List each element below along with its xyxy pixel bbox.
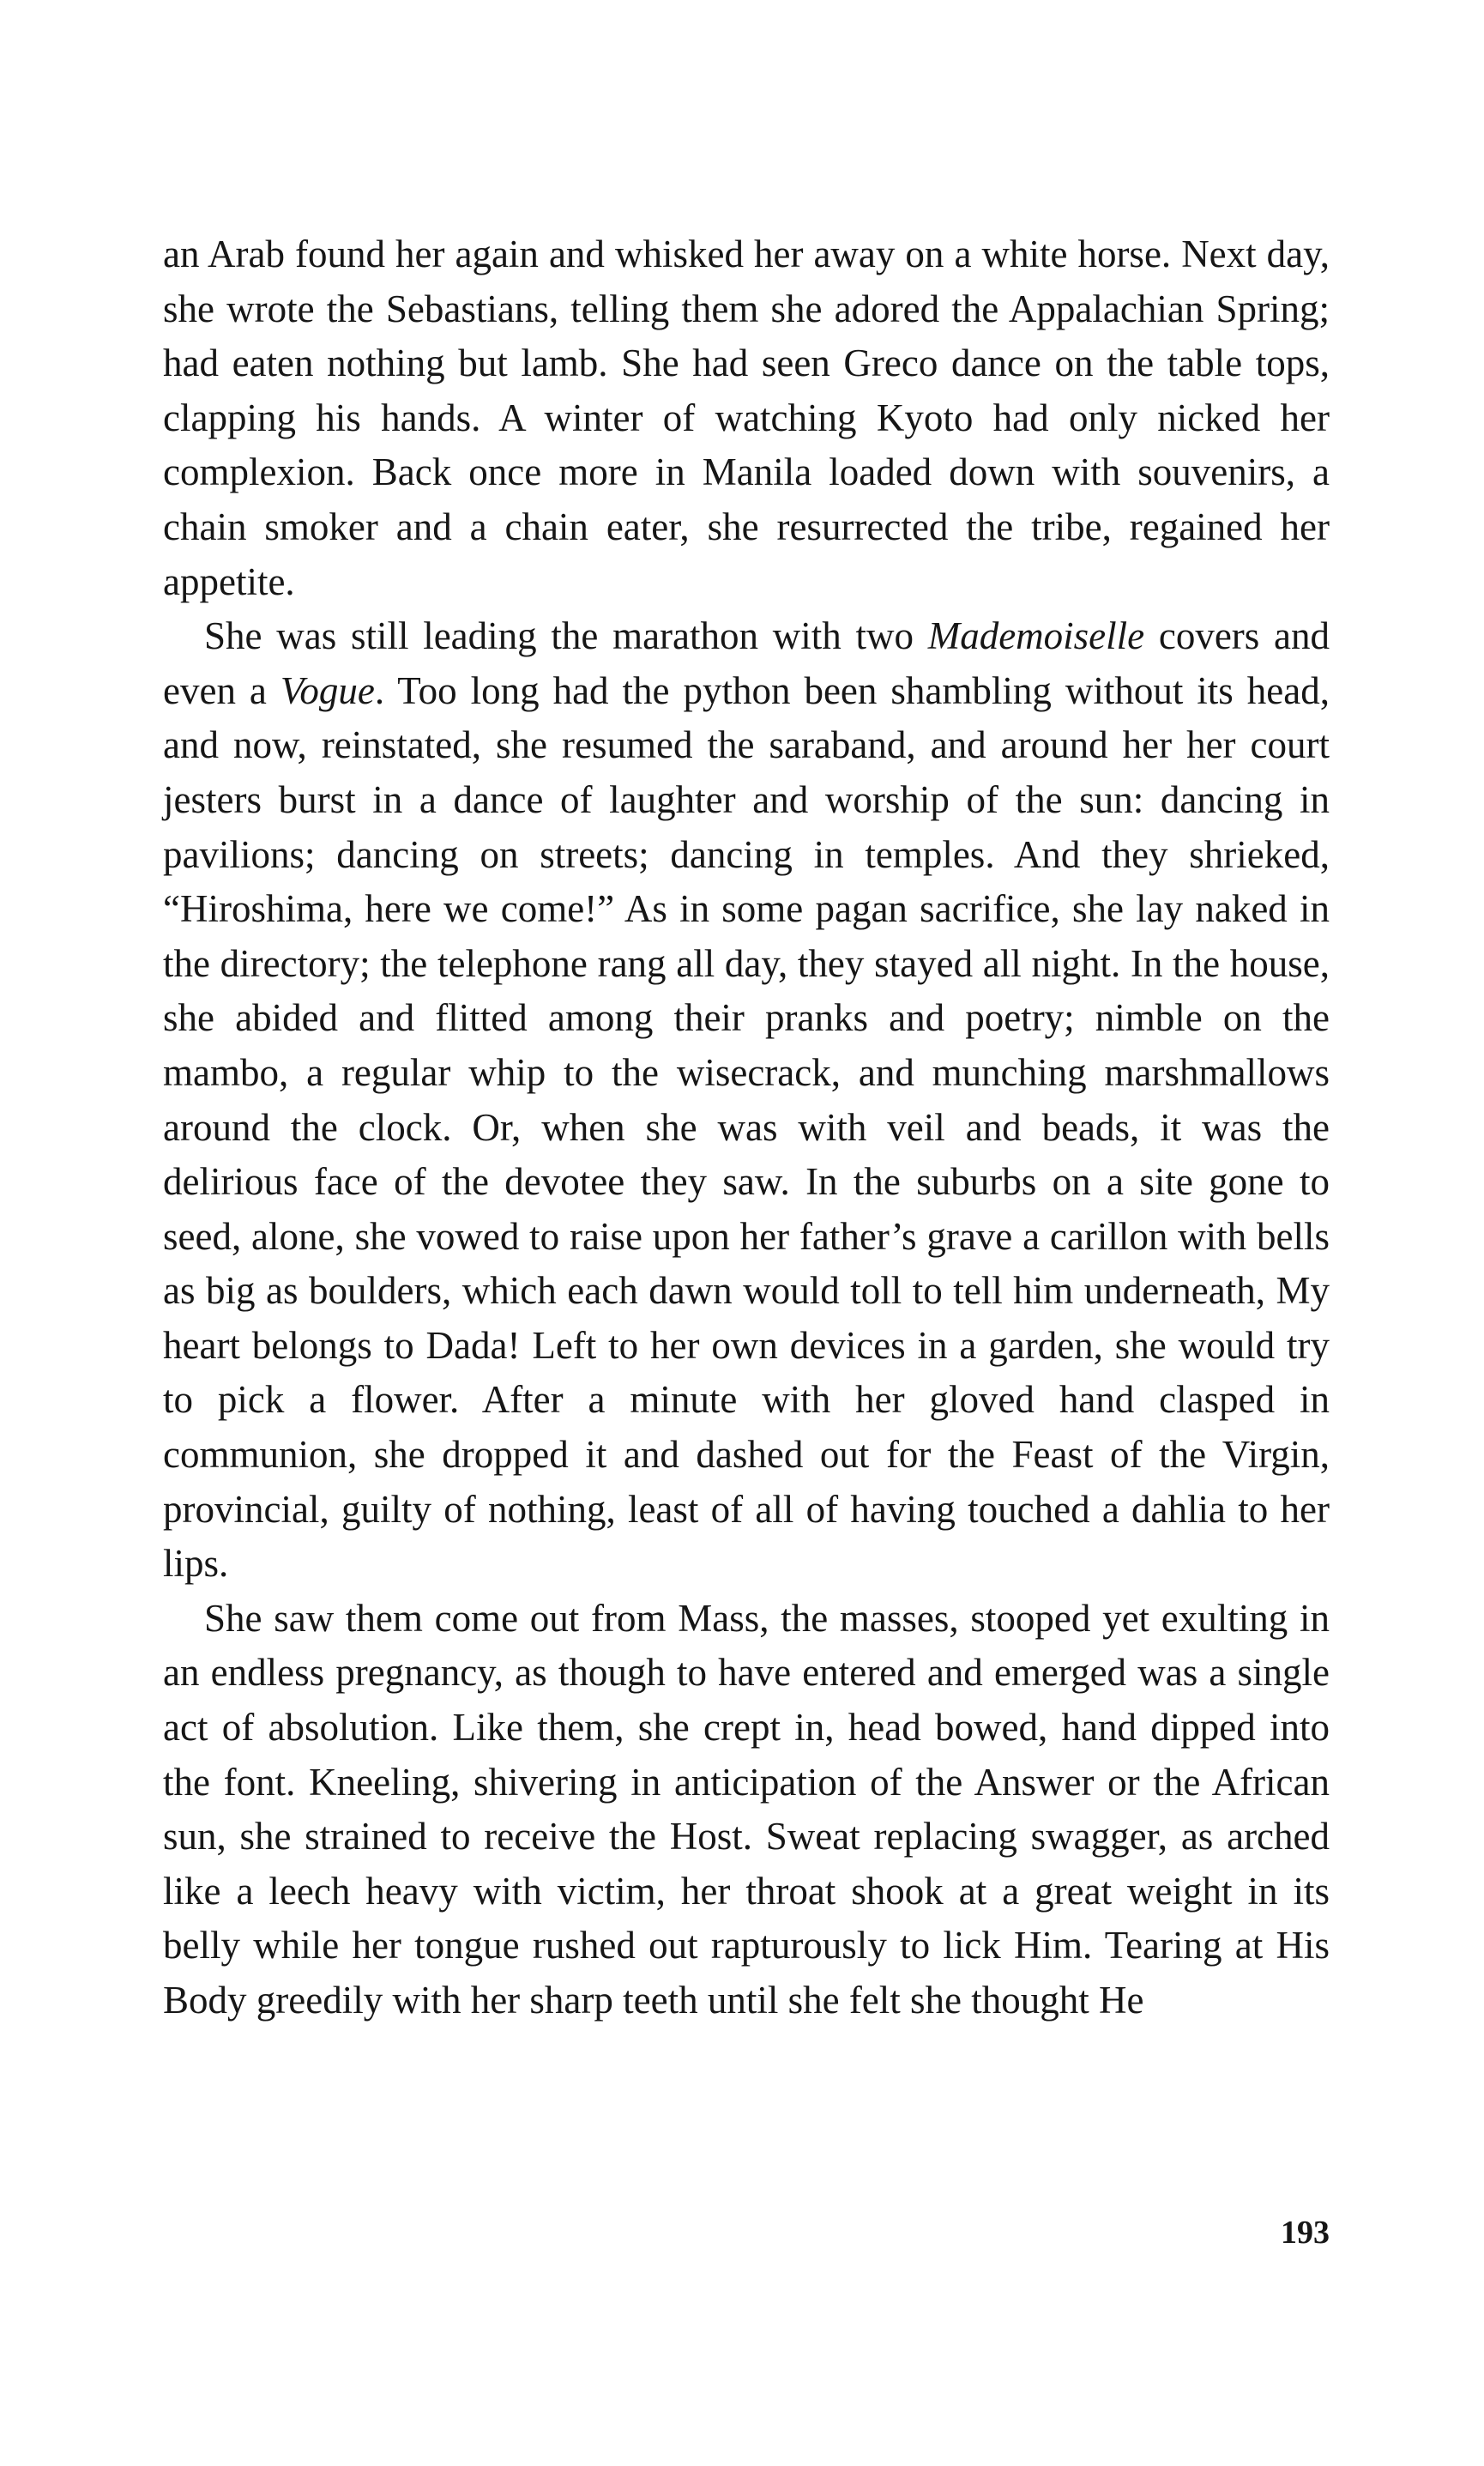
magazine-title-vogue: Vogue [280,668,375,712]
paragraph-3: She saw them come out from Mass, the masses, stooped yet exulting in an endless pregnancy, as though to have entered and emerged was a single act of absolution. Like them, she crept in, head bowed, hand dipped into the font. Kneeling, shivering in anticipation of the Answer or the African sun, she strained to receive the Host. Sweat replacing swagger, as arched like a leech heavy with victim, her throat shook at a great weight in its belly while her tongue rushed out rapturously to lick Him. Tearing at His Body greedily with her sharp teeth until she felt she thought He [163,1596,1330,2022]
paragraph-2-text-a: She was still leading the marathon with two [204,614,928,658]
paragraph-2-text-c: . Too long had the python been shambling without its head, and now, reinstated, she resumed the saraband, and around her her court jesters burst in a dance of laughter and worship of the sun: dancing in pavilions; dancing on streets; dancing in temples. And they shrieked, “Hiroshima, here we come!” As in some pagan sacrifice, she lay naked in the directory; the telephone rang all day, they stayed all night. In the house, she abided and flitted among their pranks and poetry; nimble on the mambo, a regular whip to the wisecrack, and munching marshmallows around the clock. Or, when she was with veil and beads, it was the delirious face of the devotee they saw. In the suburbs on a site gone to seed, alone, she vowed to raise upon her father’s grave a carillon with bells as big as boulders, which each dawn would toll to tell him underneath, My heart belongs to Dada! Left to her own devices in a garden, she would try to pick a flower. After a minute with her gloved hand clasped in communion, she dropped it and dashed out for the Feast of the Virgin, provincial, guilty of nothing, least of all of having touched a dahlia to her lips. [163,668,1330,1586]
paragraph-2-text-b: covers and even a [163,614,1330,712]
body-text [163,227,1330,2028]
page-number: 193 [1281,2215,1330,2251]
paragraph-1: an Arab found her again and whisked her away on a white horse. Next day, she wrote the Sebastians, telling them she adored the Appalachian Spring; had eaten nothing but lamb. She had seen Greco dance on the table tops, clapping his hands. A winter of watching Kyoto had only nicked her complexion. Back once more in Manila loaded down with souvenirs, a chain smoker and a chain eater, she resurrected the tribe, regained her appetite. [163,233,1330,603]
paragraph-2 [163,609,1330,1592]
magazine-title-mademoiselle: Mademoiselle [927,614,1145,658]
